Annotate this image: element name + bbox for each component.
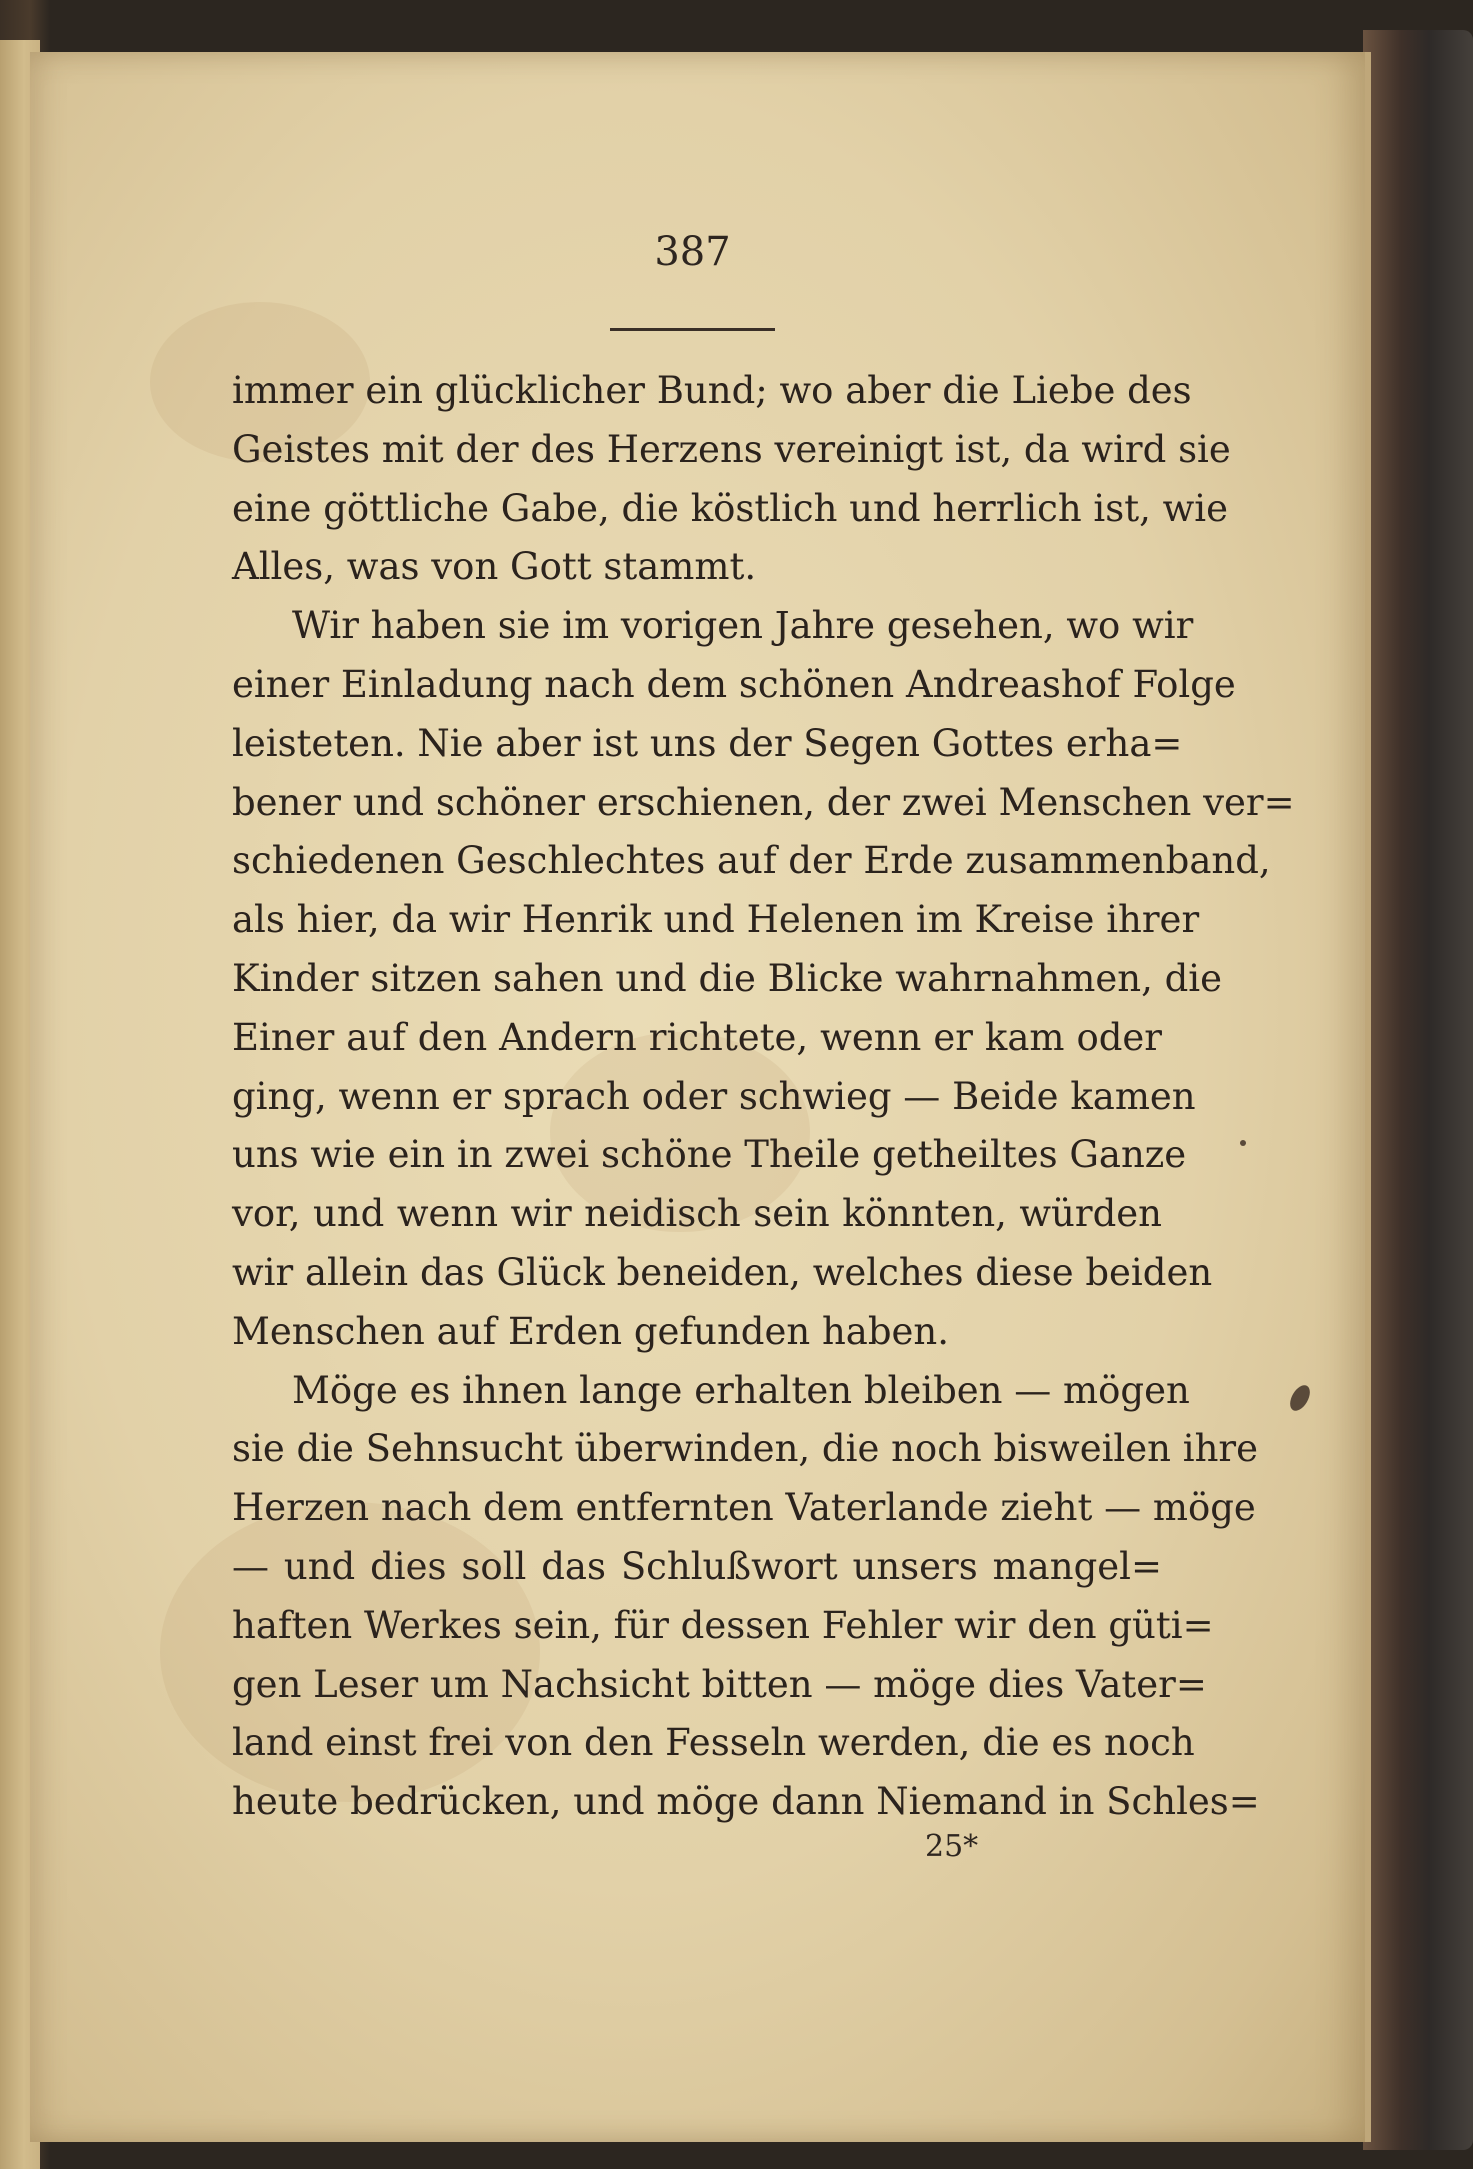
text-line: sie die Sehnsucht überwinden, die noch bisweilen ihre [232,1427,1258,1471]
text-line: vor, und wenn wir neidisch sein könnten, würden [232,1192,1162,1236]
text-line: — und dies soll das Schlußwort unsers mangel= [232,1544,1162,1588]
text-line: Menschen auf Erden gefunden haben. [232,1309,950,1353]
text-line: einer Einladung nach dem schönen Andreashof Folge [232,662,1236,706]
text-line: Alles, was von Gott stammt. [232,545,757,589]
text-line: als hier, da wir Henrik und Helenen im Kreise ihrer [232,898,1200,942]
text-line: ging, wenn er sprach oder schwieg — Beide kamen [232,1074,1196,1118]
text-line: Herzen nach dem entfernten Vaterlande zieht — möge [232,1486,1256,1530]
text-line: heute bedrücken, und möge dann Niemand in Schles= [232,1780,1260,1824]
text-line: Geistes mit der des Herzens vereinigt ist, da wird sie [232,427,1231,471]
text-line: eine göttliche Gabe, die köstlich und herrlich ist, wie [232,486,1229,530]
page-number-rule [610,328,775,331]
text-line: gen Leser um Nachsicht bitten — möge dies Vater= [232,1662,1207,1706]
text-line: wir allein das Glück beneiden, welches diese beiden [232,1250,1213,1294]
text-line: haften Werkes sein, für dessen Fehler wir den güti= [232,1603,1214,1647]
page-number: 387 [654,229,731,275]
ink-speck [1240,1140,1246,1146]
body-text [232,362,1295,1832]
text-line: leisteten. Nie aber ist uns der Segen Gottes erha= [232,721,1183,765]
text-line: uns wie ein in zwei schöne Theile getheiltes Ganze [232,1133,1187,1177]
printer-signature: 25* [925,1829,979,1864]
text-line: Kinder sitzen sahen und die Blicke wahrnahmen, die [232,956,1223,1000]
book-cover-edge [1363,30,1473,2150]
text-line: Möge es ihnen lange erhalten bleiben — mögen [292,1368,1190,1412]
text-line: Wir haben sie im vorigen Jahre gesehen, wo wir [292,604,1194,648]
ink-speck [1286,1382,1314,1414]
text-line: schiedenen Geschlechtes auf der Erde zusammenband, [232,839,1271,883]
text-line: immer ein glücklicher Bund; wo aber die Liebe des [232,369,1192,412]
text-line: land einst frei von den Fesseln werden, die es noch [232,1721,1195,1765]
text-line: Einer auf den Andern richtete, wenn er kam oder [232,1015,1162,1059]
text-line: bener und schöner erschienen, der zwei Menschen ver= [232,780,1295,824]
